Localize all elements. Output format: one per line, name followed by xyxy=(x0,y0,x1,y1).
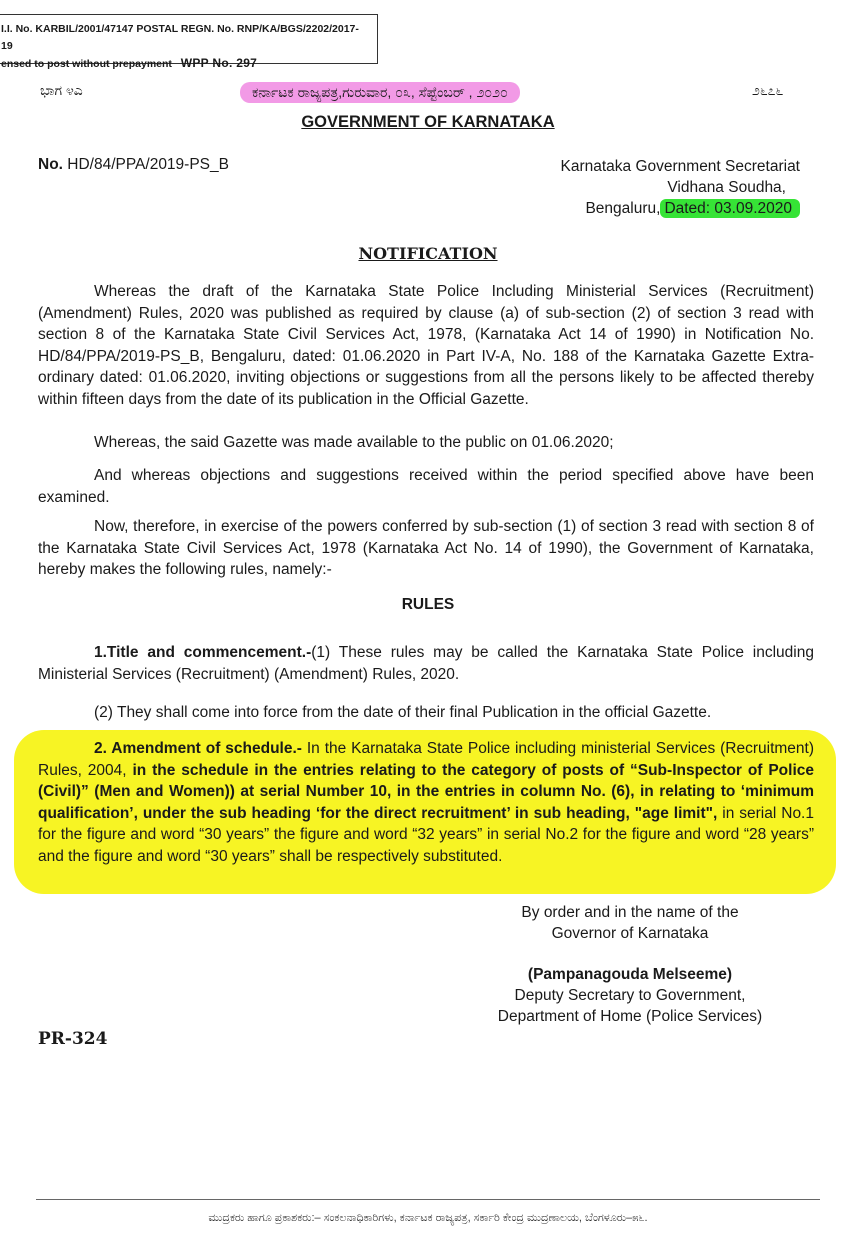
registration-prepayment-text: ensed to post without prepayment xyxy=(1,58,172,70)
reference-number-value: HD/84/PPA/2019-PS_B xyxy=(67,156,229,173)
pr-number: PR-324 xyxy=(38,1029,108,1049)
wpp-number: WPP No. 297 xyxy=(180,56,258,70)
paragraph-3-text: And whereas objections and suggestions received within the period specified above have been examined. xyxy=(38,467,814,506)
paragraph-1-text: Whereas the draft of the Karnataka State Police Including Ministerial Services (Recruitment) (Amendment) Rules, 2020 was published as required by clause (a) of sub-section (2) of section 3 read with section 8 of the Karnataka State Civil Services Act, 1978, (Karnataka Act 14 of 1990) in Notification No. HD/84/PPA/2019-PS_B, Bengaluru, dated: 01.06.2020 in Part IV-A, No. 188 of the Karnataka Gazette Extra-ordinary dated: 01.06.2020, inviting objections or suggestions from all the persons likely to be affected thereby within fifteen days from the date of its publication in the Official Gazette. xyxy=(38,283,814,408)
gazette-part: ಭಾಗ ೪ಎ xyxy=(40,82,83,98)
registration-line-1: I.I. No. KARBIL/2001/47147 POSTAL REGN. No. RNP/KA/BGS/2202/2017-19 xyxy=(1,23,359,52)
rule-1-subclause-2 xyxy=(38,702,814,724)
government-title: GOVERNMENT OF KARNATAKA xyxy=(301,113,555,131)
reference-number-label: No. xyxy=(38,156,63,173)
rule-2-text-a: In the Karnataka State Police including ministerial Services (Recruitment) Rules, 2004, xyxy=(38,740,814,779)
paragraph-gazette-available xyxy=(38,432,814,454)
rule-2-heading: 2. Amendment of schedule.- xyxy=(94,740,302,757)
order-block xyxy=(480,902,780,944)
rule-2-text-c: in serial No.1 for the figure and word “30 years” the figure and word “32 years” in serial No.2 for the figure and word “28 years” and the figure and word “30 years” shall be respectively substituted. xyxy=(38,804,814,865)
gazette-page-number: ೨೬೭೬ xyxy=(752,82,784,98)
signatory-department: Department of Home (Police Services) xyxy=(497,1008,763,1025)
gazette-date-line: ಕರ್ನಾಟಕ ರಾಜ್ಯಪತ್ರ,ಗುರುವಾರ, ೦೩, ಸೆಪ್ಟೆಂಬರ್ , ೨೦೨೦ xyxy=(240,82,520,103)
rule-1-text: (1) These rules may be called the Karnataka State Police including Ministerial Services (Recruitment) (Amendment) Rules, 2020. xyxy=(38,644,814,683)
rule-2-bold-text: in the schedule in the entries relating to the category of posts of “Sub-Inspector of Police (Civil)” (Men and Women)) at serial Number 10, in the entries in column No. (6), in relating to ‘minimum qualification’, under the sub heading ‘for the direct recruitment’ in sub heading, "age limit", xyxy=(38,761,814,822)
footer-divider xyxy=(36,1199,820,1200)
paragraph-powers xyxy=(38,516,814,581)
paragraph-draft-published xyxy=(38,281,814,410)
footer-printer-info: ಮುದ್ರಕರು ಹಾಗೂ ಪ್ರಕಾಶಕರು:– ಸಂಕಲನಾಧಿಕಾರಿಗಳು, ಕರ್ನಾಟಕ ರಾಜ್ಯಪತ್ರ, ಸರ್ಕಾರಿ ಕೇಂದ್ರ ಮುದ್ರಣಾಲಯ, ಬೆಂಗಳೂರು–೫೬. xyxy=(208,1212,648,1224)
signatory-name: (Pampanagouda Melseeme) xyxy=(527,966,733,983)
address-block xyxy=(390,156,800,219)
paragraph-objections xyxy=(38,465,814,508)
dated-highlight: Dated: 03.09.2020 xyxy=(660,199,800,218)
paragraph-4-text: Now, therefore, in exercise of the powers conferred by sub-section (1) of section 3 read with section 8 of the Karnataka State Civil Services Act, 1978 (Karnataka Act No. 14 of 1990), the Government of Karnataka, hereby makes the following rules, namely:- xyxy=(38,518,814,578)
paragraph-2-text: Whereas, the said Gazette was made available to the public on 01.06.2020; xyxy=(94,434,614,451)
order-line-1: By order and in the name of the xyxy=(521,904,739,921)
rules-title: RULES xyxy=(401,596,455,613)
rule-1 xyxy=(38,642,814,685)
notification-title: NOTIFICATION xyxy=(358,244,498,263)
address-city: Bengaluru, xyxy=(585,200,661,217)
rule-2 xyxy=(38,738,814,867)
registration-line-2 xyxy=(1,55,369,73)
reference-number xyxy=(38,156,229,174)
signatory-block xyxy=(440,964,820,1027)
address-line-3 xyxy=(390,198,800,219)
rule-1-heading: 1.Title and commencement.- xyxy=(94,644,312,661)
gazette-header xyxy=(40,80,816,104)
address-line-2: Vidhana Soudha, xyxy=(667,179,786,196)
address-line-1: Karnataka Government Secretariat xyxy=(560,158,800,175)
signatory-title: Deputy Secretary to Government, xyxy=(514,987,746,1004)
order-line-2: Governor of Karnataka xyxy=(551,925,709,942)
rule-1-subclause-2-text: (2) They shall come into force from the date of their final Publication in the official Gazette. xyxy=(94,704,712,721)
postal-registration-box xyxy=(0,14,378,70)
